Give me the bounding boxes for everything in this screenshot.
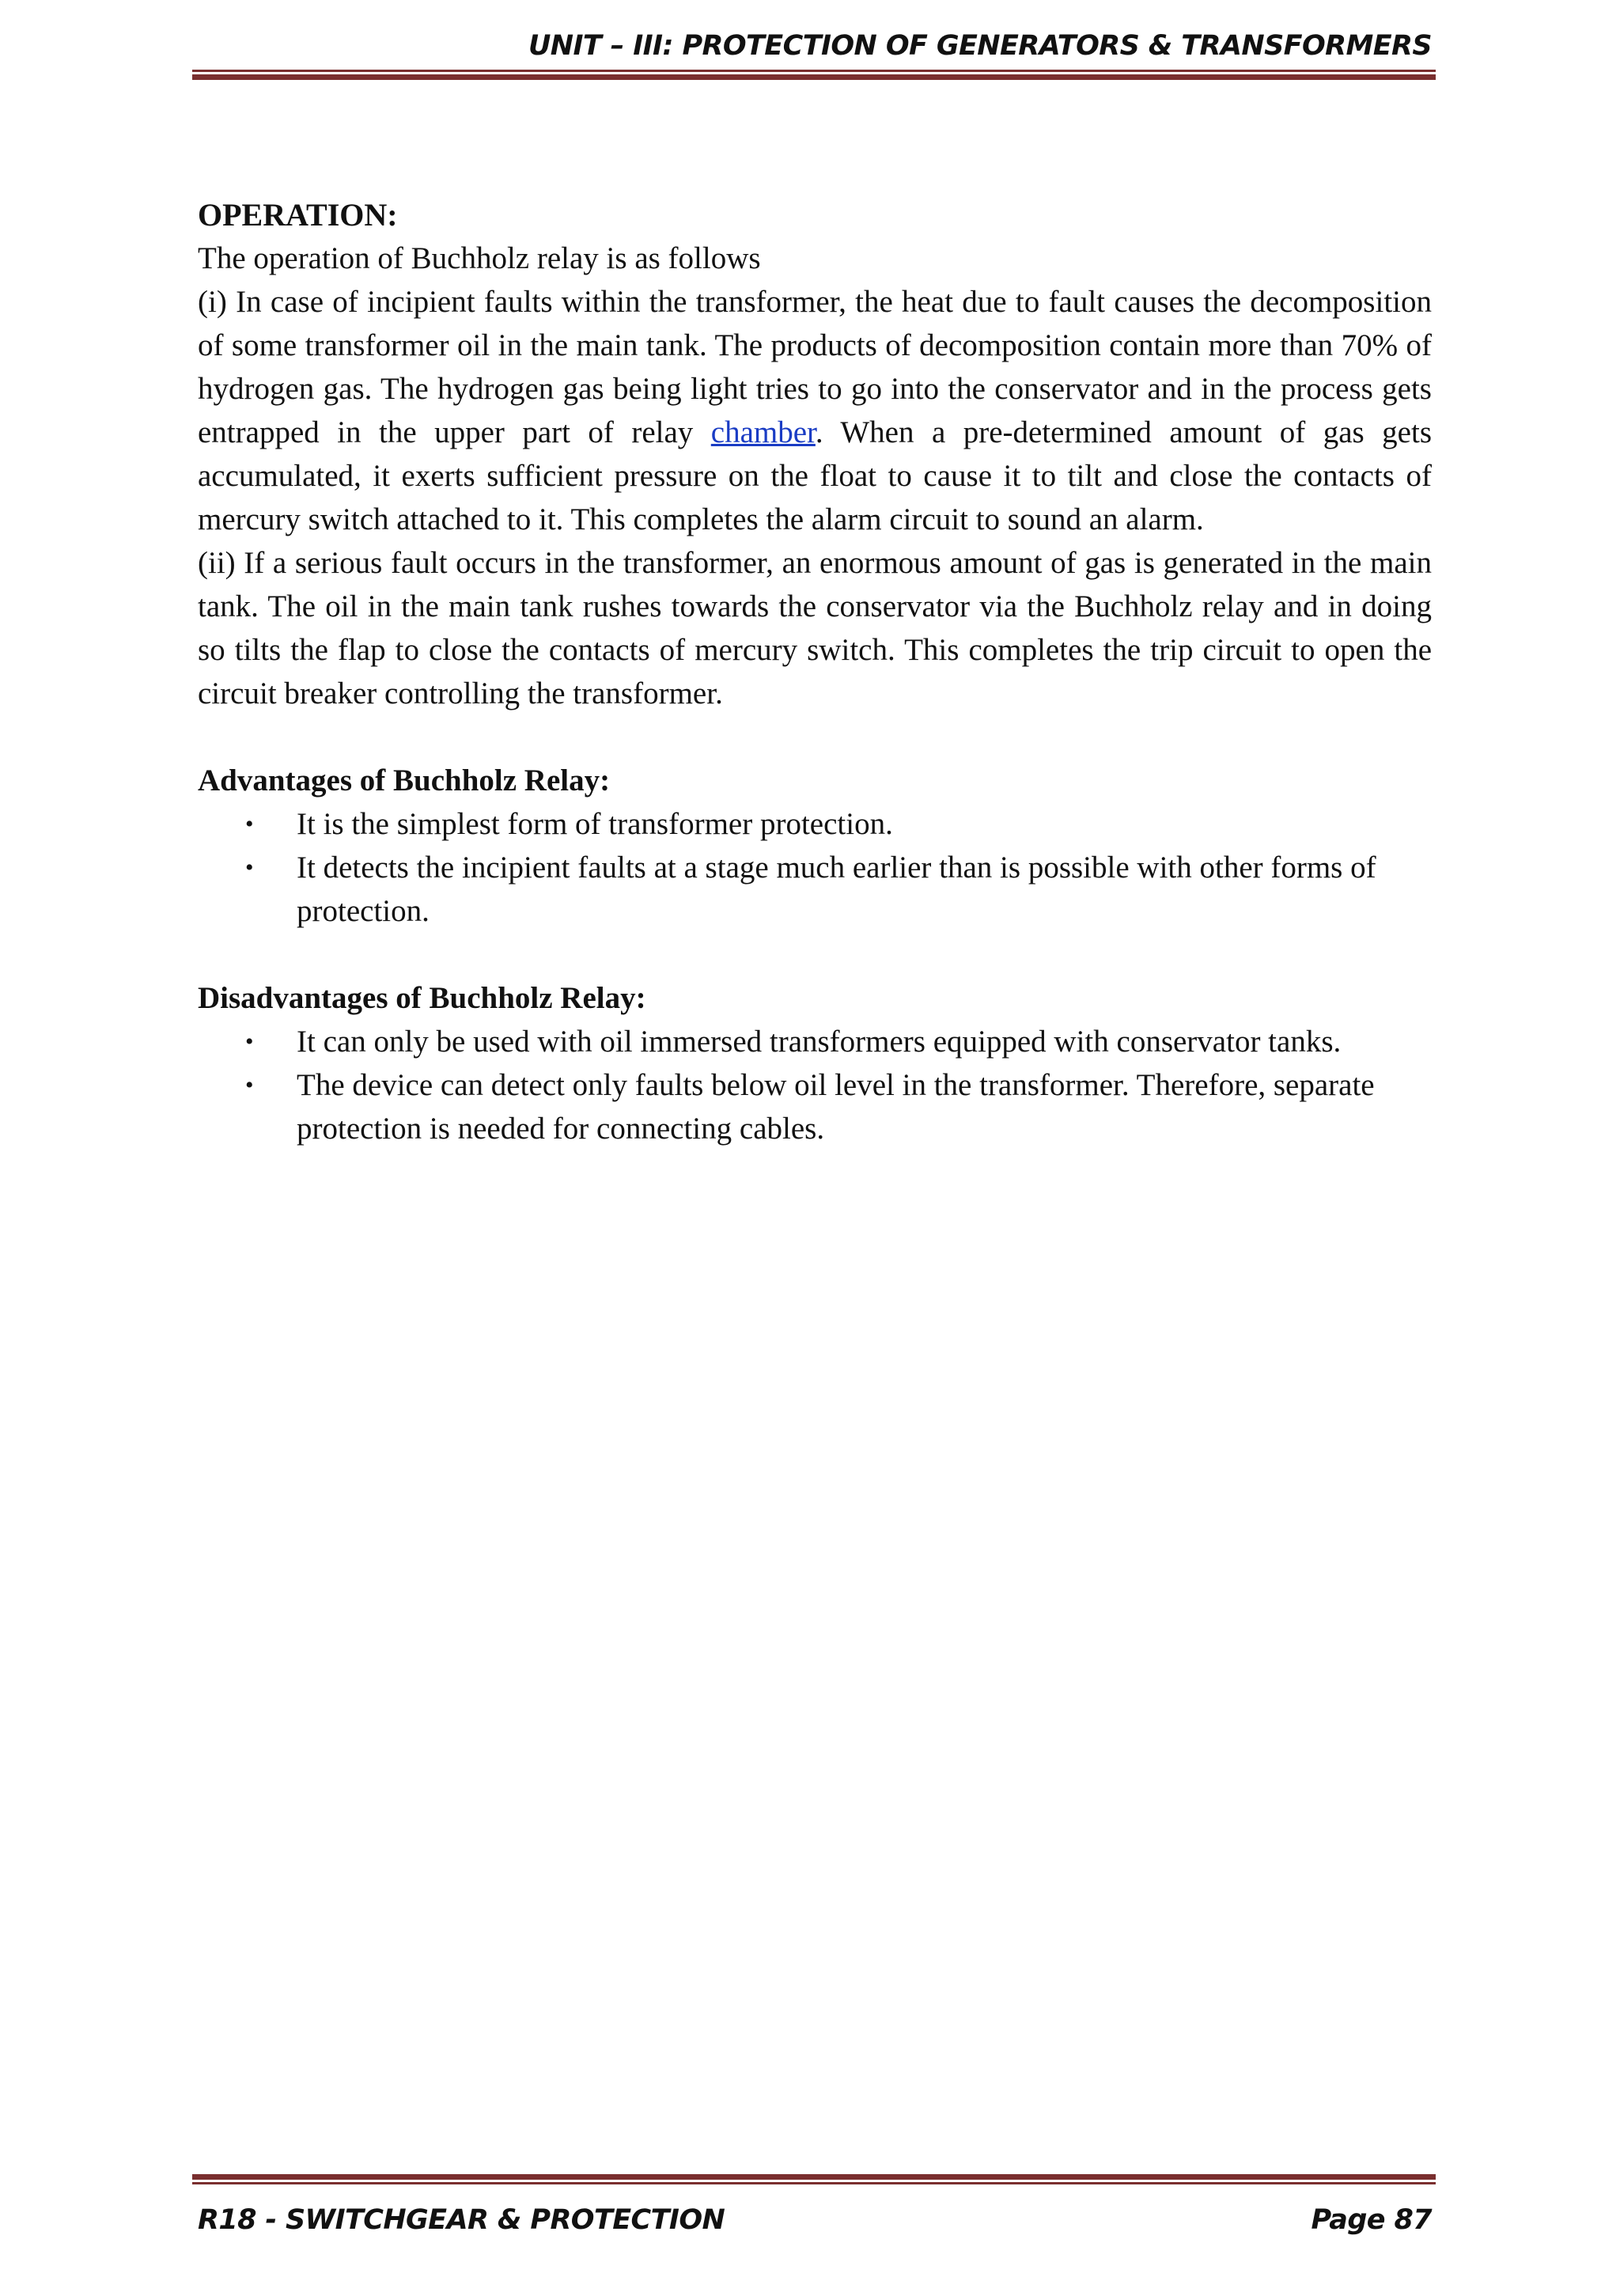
paragraph-1-text-b: . When a pre-determined amount of gas gets accumulated, it exerts sufficient pressure on the float to cause it to tilt and close the contacts of mercury switch attached to it. This completes the alarm circuit to sound an alarm. <box>198 415 1432 536</box>
document-body <box>198 193 1432 1150</box>
advantages-list <box>198 802 1432 933</box>
spacer <box>198 933 1432 976</box>
list-item-text: It can only be used with oil immersed transformers equipped with conservator tanks. <box>297 1025 1342 1059</box>
disadvantages-list <box>198 1020 1432 1150</box>
advantages-heading: Advantages of Buchholz Relay: <box>198 763 611 798</box>
list-item <box>198 846 1432 933</box>
footer-rule <box>192 2174 1436 2184</box>
operation-paragraph-1 <box>198 280 1432 541</box>
list-item <box>198 1020 1432 1063</box>
list-item <box>198 1063 1432 1150</box>
paragraph-1-text-a: (i) In case of incipient faults within the transformer, the heat due to fault causes the decomposition of some transformer oil in the main tank. The products of decomposition contain more than 70% of hydrogen gas. The hydrogen gas being light tries to go into the conservator and in the process gets entrapped in the upper part of relay <box>198 285 1432 449</box>
page-number: Page 87 <box>1311 2204 1432 2236</box>
list-item-text: It detects the incipient faults at a stage much earlier than is possible with other forms of protection. <box>297 851 1376 928</box>
section-heading: OPERATION: <box>198 197 398 233</box>
intro-text: The operation of Buchholz relay is as follows <box>198 241 761 275</box>
operation-paragraph-2: (ii) If a serious fault occurs in the transformer, an enormous amount of gas is generated in the main tank. The oil in the main tank rushes towards the conservator via the Buchholz relay and in doing so tilts the flap to close the contacts of mercury switch. This completes the trip circuit to open the circuit breaker controlling the transformer. <box>198 546 1432 710</box>
list-item <box>198 802 1432 846</box>
disadvantages-heading: Disadvantages of Buchholz Relay: <box>198 981 646 1015</box>
list-item-text: The device can detect only faults below oil level in the transformer. Therefore, separate protection is needed for connecting cables. <box>297 1068 1375 1146</box>
page-header-title: UNIT – III: PROTECTION OF GENERATORS & TRANSFORMERS <box>528 30 1432 62</box>
spacer <box>198 715 1432 759</box>
bullet-icon: • <box>245 1072 254 1098</box>
footer-course-title: R18 - SWITCHGEAR & PROTECTION <box>198 2204 725 2236</box>
bullet-icon: • <box>245 854 254 881</box>
list-item-text: It is the simplest form of transformer protection. <box>297 807 893 841</box>
header-rule <box>192 70 1436 80</box>
chamber-link[interactable]: chamber <box>710 415 816 449</box>
bullet-icon: • <box>245 811 254 837</box>
bullet-icon: • <box>245 1029 254 1055</box>
